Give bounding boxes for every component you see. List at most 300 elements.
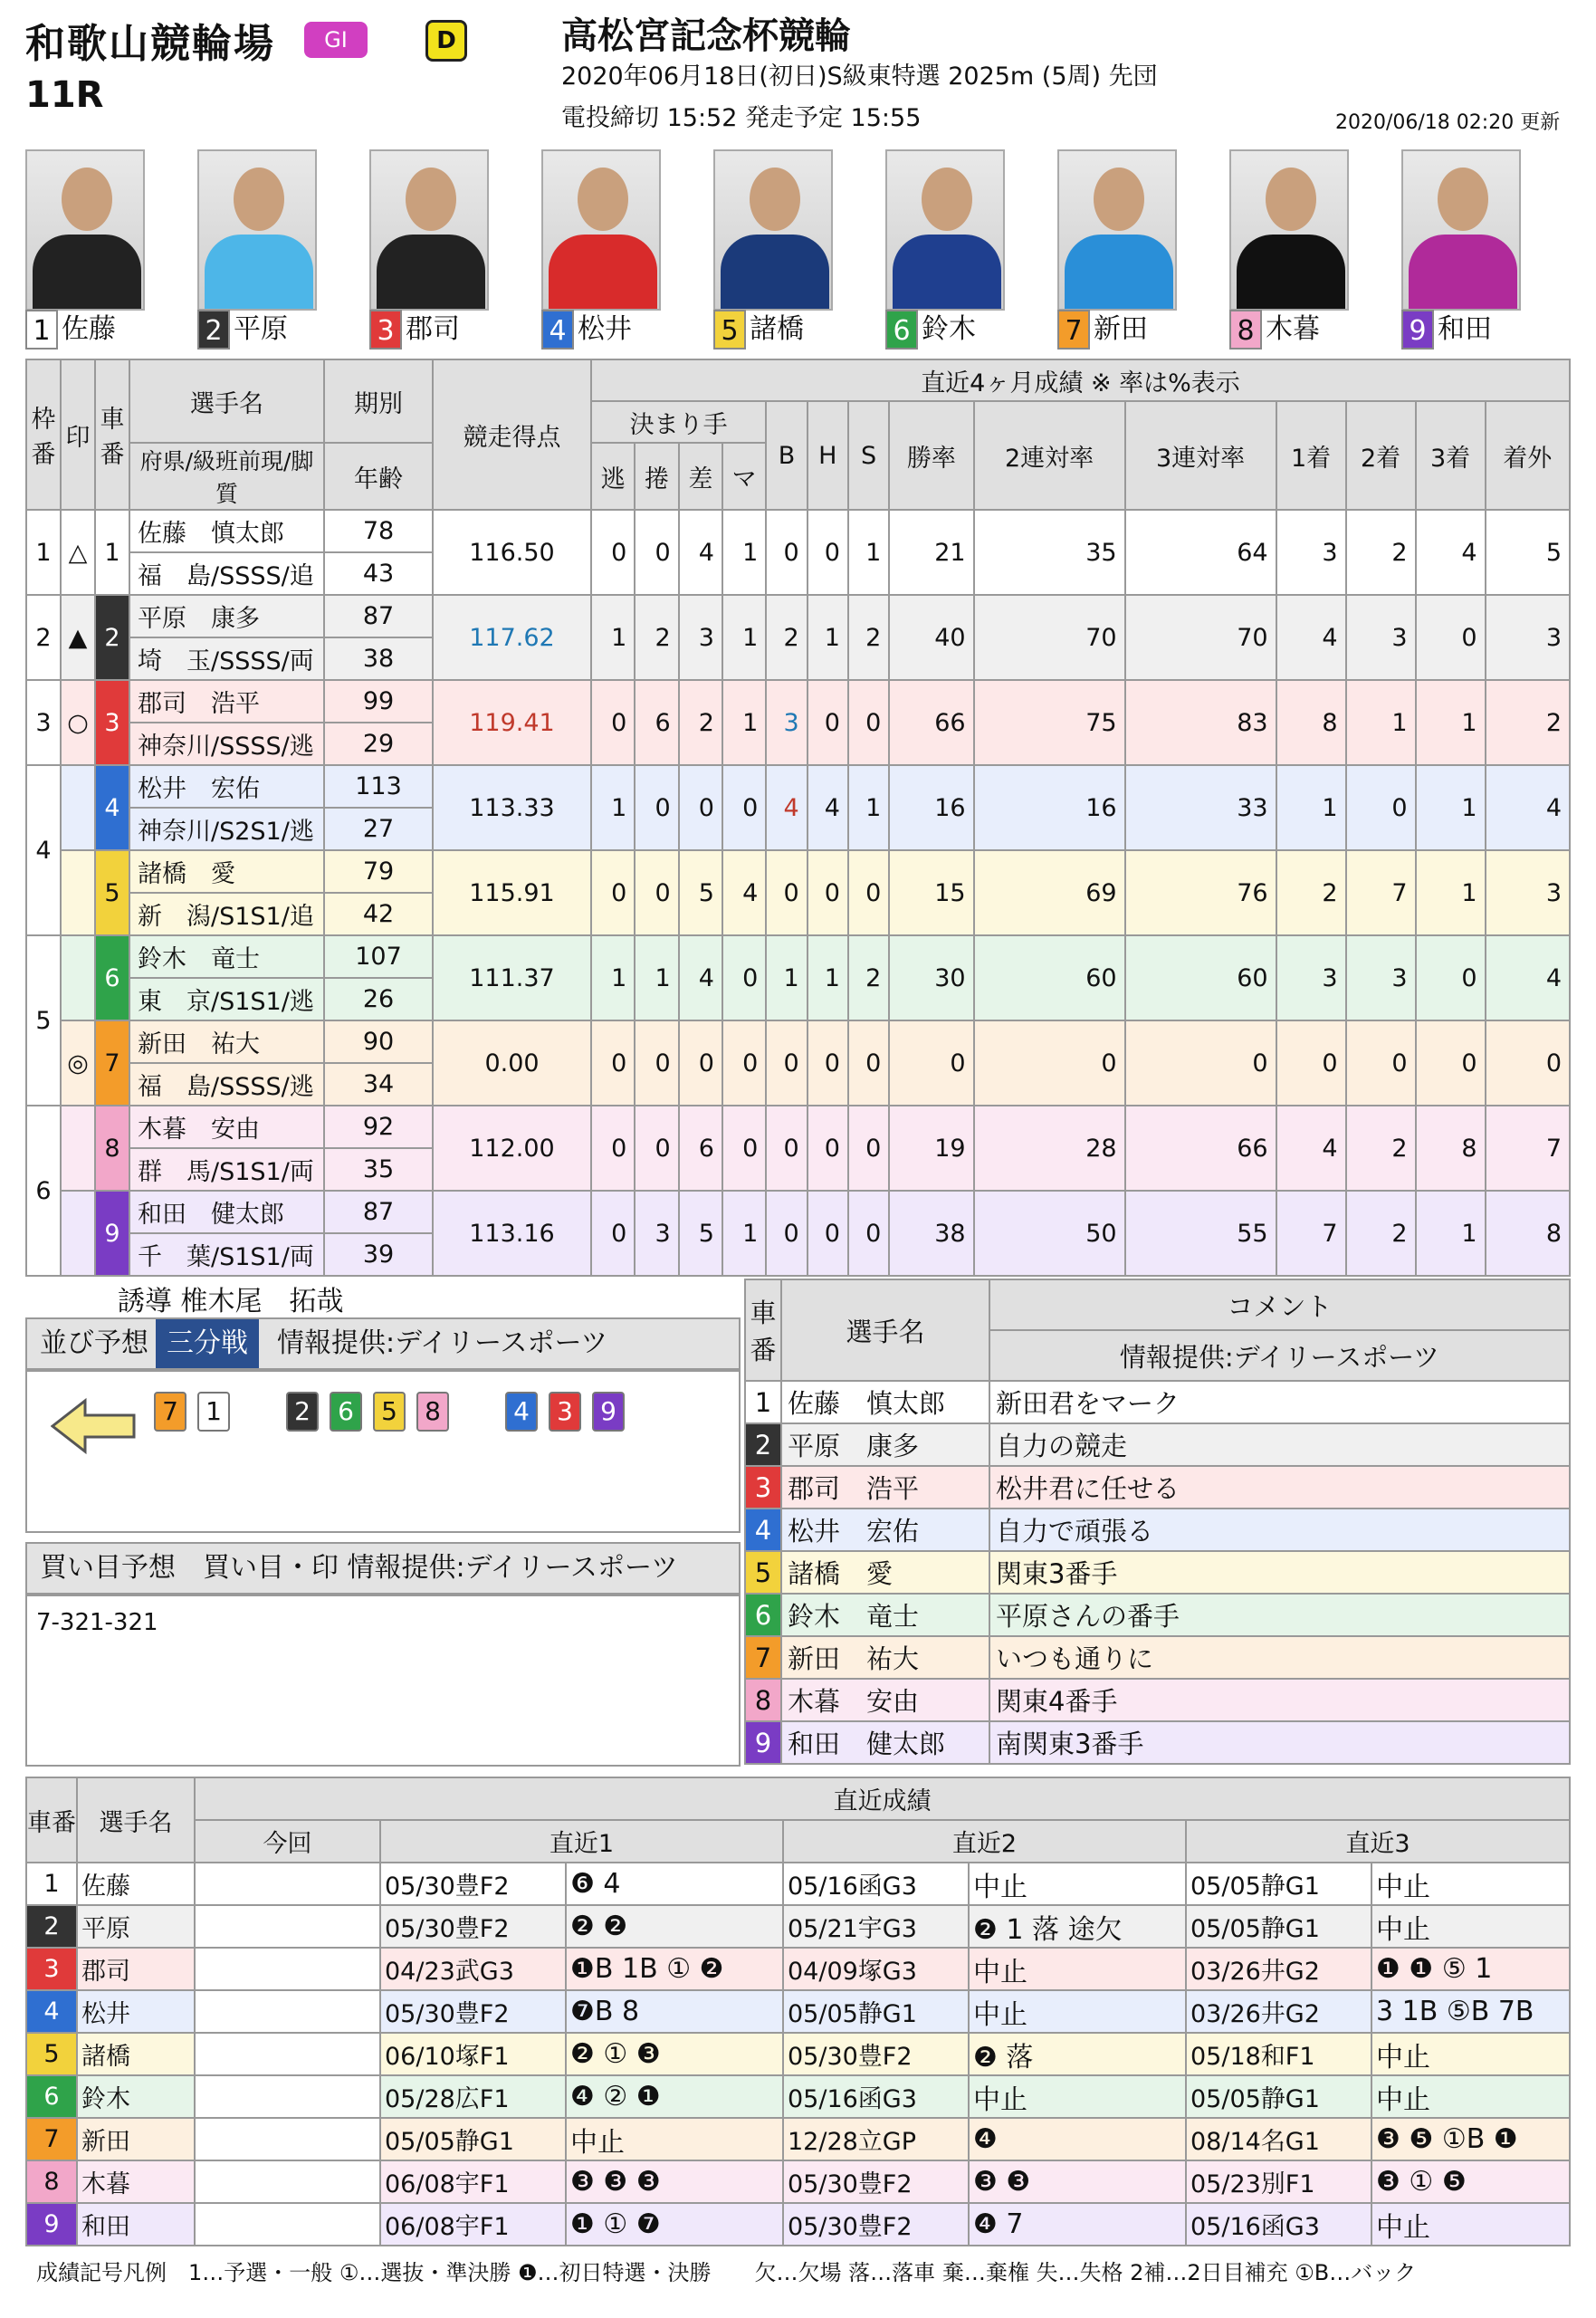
stat-cell: 0 [848, 1020, 889, 1106]
stat-cell: 3 [1346, 935, 1416, 1020]
comment-row [745, 1636, 1570, 1679]
rider-name: 平原 康多 [129, 595, 324, 637]
car-cell: 5 [95, 850, 129, 935]
rec-h-car: 車番 [26, 1777, 77, 1863]
rec-h-recent: 直近成績 [195, 1777, 1570, 1820]
narabi-source: 情報提供:デイリースポーツ [277, 1327, 608, 1359]
period-cell: 90 [324, 1020, 433, 1063]
stat-cell: 76 [1125, 850, 1276, 935]
stat-cell: 0 [766, 1191, 807, 1276]
record-now [195, 2075, 380, 2118]
lead-rider: 誘導 椎木尾 拓哉 [118, 1286, 344, 1317]
grade-badge: GⅠ [304, 22, 368, 58]
photo-name: 郡司 [406, 313, 460, 345]
record-car: 4 [26, 1990, 77, 2033]
period-cell: 92 [324, 1106, 433, 1148]
comment-row [745, 1551, 1570, 1594]
stat-cell: 0 [722, 1106, 766, 1191]
comment-name: 平原 康多 [781, 1423, 989, 1466]
record-now [195, 1863, 380, 1905]
stat-cell: 15 [889, 850, 973, 935]
record-r2-date: 05/30豊F2 [783, 2033, 969, 2075]
narabi-header [25, 1317, 741, 1370]
stat-cell: 1 [591, 765, 635, 850]
comment-text: 自力で頑張る [989, 1509, 1570, 1551]
th-period: 期別 [324, 359, 433, 443]
stat-cell: 2 [848, 935, 889, 1020]
rider-photo [1229, 149, 1349, 311]
record-car: 2 [26, 1905, 77, 1948]
narabi-label: 並び予想 [40, 1327, 148, 1359]
th-score: 競走得点 [433, 359, 591, 510]
narabi-type: 三分戦 [156, 1319, 259, 1368]
rider-photo [1057, 149, 1177, 311]
rider-name: 松井 宏佑 [129, 765, 324, 808]
stat-cell: 66 [889, 680, 973, 765]
record-r2: 中止 [969, 1948, 1186, 1990]
mark-cell: ○ [61, 680, 95, 765]
photo-label [1401, 310, 1492, 350]
th-p2: 2着 [1346, 401, 1416, 510]
rider-jersey [205, 235, 313, 311]
age-cell: 26 [324, 978, 433, 1020]
record-r2-date: 05/16函G3 [783, 1863, 969, 1905]
record-row [26, 1905, 1570, 1948]
stat-cell: 3 [1486, 850, 1570, 935]
narabi-chip: 2 [286, 1392, 319, 1432]
stat-cell: 50 [974, 1191, 1125, 1276]
record-r3-date: 05/18和F1 [1186, 2033, 1371, 2075]
stat-cell: 0 [1346, 1020, 1416, 1106]
stat-cell: 2 [1346, 510, 1416, 595]
mark-cell [61, 850, 95, 935]
stat-cell: 3 [679, 595, 722, 680]
mark-cell: ◎ [61, 1020, 95, 1106]
rider-name: 木暮 安由 [129, 1106, 324, 1148]
period-cell: 99 [324, 680, 433, 723]
rider-photo [541, 149, 661, 311]
record-car: 7 [26, 2118, 77, 2160]
stat-cell: 0 [635, 1106, 678, 1191]
stat-cell: 5 [1486, 510, 1570, 595]
age-cell: 38 [324, 637, 433, 680]
rider-row [26, 1020, 1570, 1063]
stat-cell: 0 [1346, 765, 1416, 850]
th-win: 勝率 [889, 401, 973, 510]
comment-row [745, 1466, 1570, 1509]
rec-h-r3: 直近3 [1186, 1820, 1570, 1863]
rider-jersey [377, 235, 485, 311]
stat-cell: 0 [1416, 595, 1486, 680]
stat-cell: 1 [722, 510, 766, 595]
record-r3: 中止 [1371, 2033, 1570, 2075]
comment-name: 鈴木 竜士 [781, 1594, 989, 1636]
record-r1: ❷ ❷ [566, 1905, 783, 1948]
photo-label [1229, 310, 1320, 350]
age-cell: 43 [324, 552, 433, 595]
rider-face [922, 168, 972, 231]
rider-name: 佐藤 慎太郎 [129, 510, 324, 552]
th-recent: 直近4ヶ月成績 ※ 率は%表示 [591, 359, 1570, 401]
stat-cell: 0 [766, 1020, 807, 1106]
rider-jersey [33, 235, 141, 311]
th-mark: 印 [61, 359, 95, 510]
stat-cell: 8 [1416, 1106, 1486, 1191]
stat-cell: 4 [1276, 1106, 1346, 1191]
rider-row [26, 510, 1570, 552]
th-p1: 1着 [1276, 401, 1346, 510]
comment-car: 8 [745, 1679, 781, 1721]
age-cell: 34 [324, 1063, 433, 1106]
stat-cell: 0 [679, 1020, 722, 1106]
photo-name: 木暮 [1266, 313, 1320, 345]
stat-cell: 1 [848, 765, 889, 850]
waku-cell: 3 [26, 680, 61, 765]
stat-cell: 1 [722, 595, 766, 680]
car-number-chip: 7 [1057, 310, 1090, 350]
comment-name: 木暮 安由 [781, 1679, 989, 1721]
waku-cell: 6 [26, 1106, 61, 1276]
period-cell: 113 [324, 765, 433, 808]
rec-h-r2: 直近2 [783, 1820, 1186, 1863]
comment-name: 諸橋 愛 [781, 1551, 989, 1594]
waku-cell: 5 [26, 935, 61, 1106]
rider-pref: 群 馬/S1S1/両 [129, 1148, 324, 1191]
stat-cell: 70 [1125, 595, 1276, 680]
narabi-chip: 6 [330, 1392, 362, 1432]
stat-cell: 0 [1276, 1020, 1346, 1106]
race-time: 電投締切 15:52 発走予定 15:55 [561, 104, 922, 132]
mark-cell [61, 1191, 95, 1276]
comment-name: 和田 健太郎 [781, 1721, 989, 1764]
car-cell: 6 [95, 935, 129, 1020]
stat-cell: 0 [808, 850, 848, 935]
stat-cell: 4 [1276, 595, 1346, 680]
score-cell: 0.00 [433, 1020, 591, 1106]
stat-cell: 1 [848, 510, 889, 595]
stat-cell: 55 [1125, 1191, 1276, 1276]
car-number-chip: 4 [541, 310, 574, 350]
stat-cell: 7 [1346, 850, 1416, 935]
period-cell: 87 [324, 595, 433, 637]
record-r1: ❸ ❸ ❸ [566, 2160, 783, 2203]
age-cell: 29 [324, 723, 433, 765]
stat-cell: 3 [1276, 510, 1346, 595]
narabi-chip: 7 [154, 1392, 186, 1432]
record-r2: ❷ 1 落 途欠 [969, 1905, 1186, 1948]
record-name: 松井 [77, 1990, 195, 2033]
stat-cell: 60 [1125, 935, 1276, 1020]
photo-label [885, 310, 976, 350]
kaime-header: 買い目予想 買い目・印 情報提供:デイリースポーツ [25, 1542, 741, 1595]
rider-photo [1401, 149, 1521, 311]
legend: 成績記号凡例 1…予選・一般 ①…選抜・準決勝 ❶…初日特選・決勝 欠…欠場 落…落車 棄…棄権 失…失格 2補…2日目補充 ①B…バック [36, 2260, 1417, 2285]
score-cell: 113.16 [433, 1191, 591, 1276]
record-r1-date: 05/30豊F2 [380, 1990, 566, 2033]
record-name: 和田 [77, 2203, 195, 2246]
th-waku: 枠番 [26, 359, 61, 510]
age-cell: 39 [324, 1233, 433, 1276]
stat-cell: 3 [1346, 595, 1416, 680]
stat-cell: 2 [1486, 680, 1570, 765]
record-name: 佐藤 [77, 1863, 195, 1905]
rider-jersey [1409, 235, 1517, 311]
age-cell: 27 [324, 808, 433, 850]
stat-cell: 0 [808, 1020, 848, 1106]
photo-label [713, 310, 804, 350]
record-r2: 中止 [969, 1990, 1186, 2033]
narabi-chip: 5 [373, 1392, 406, 1432]
stat-cell: 21 [889, 510, 973, 595]
record-row [26, 1863, 1570, 1905]
comment-text: 松井君に任せる [989, 1466, 1570, 1509]
comment-car: 7 [745, 1636, 781, 1679]
stat-cell: 0 [1416, 935, 1486, 1020]
age-cell: 42 [324, 893, 433, 935]
rider-name: 諸橋 愛 [129, 850, 324, 893]
th-p3: 3着 [1416, 401, 1486, 510]
record-r3: ❸ ① ❺ [1371, 2160, 1570, 2203]
record-car: 1 [26, 1863, 77, 1905]
car-cell: 9 [95, 1191, 129, 1276]
record-r3: 中止 [1371, 2075, 1570, 2118]
th-name: 選手名 [129, 359, 324, 443]
record-r2-date: 04/09塚G3 [783, 1948, 969, 1990]
stat-cell: 4 [1486, 765, 1570, 850]
th-kimarite: 決まり手 [591, 401, 766, 443]
th-car: 車番 [95, 359, 129, 510]
photo-label [1057, 310, 1148, 350]
stat-cell: 0 [635, 510, 678, 595]
stat-cell: 30 [889, 935, 973, 1020]
stat-cell: 0 [635, 1020, 678, 1106]
record-r2: ❹ 7 [969, 2203, 1186, 2246]
record-name: 木暮 [77, 2160, 195, 2203]
record-r3-date: 05/05静G1 [1186, 1905, 1371, 1948]
rider-table [25, 359, 1571, 1277]
narabi-chip: 8 [416, 1392, 449, 1432]
stat-cell: 0 [1416, 1020, 1486, 1106]
stat-cell: 0 [974, 1020, 1125, 1106]
kaime-box [25, 1595, 741, 1767]
rider-face [1438, 168, 1488, 231]
stat-cell: 0 [808, 510, 848, 595]
stat-cell: 83 [1125, 680, 1276, 765]
stat-cell: 0 [591, 1020, 635, 1106]
race-info: 2020年06月18日(初日)S級東特選 2025m (5周) 先団 [561, 62, 1158, 91]
stat-cell: 3 [1486, 595, 1570, 680]
rider-row [26, 850, 1570, 893]
rider-name: 新田 祐大 [129, 1020, 324, 1063]
th-age: 年齢 [324, 443, 433, 510]
th-r3: 3連対率 [1125, 401, 1276, 510]
rider-pref: 神奈川/SSSS/逃 [129, 723, 324, 765]
stat-cell: 3 [635, 1191, 678, 1276]
arrow-left-icon [51, 1397, 138, 1455]
period-cell: 78 [324, 510, 433, 552]
record-row [26, 2160, 1570, 2203]
cm-h-car: 車番 [745, 1279, 781, 1381]
stat-cell: 0 [591, 1106, 635, 1191]
comment-row [745, 1423, 1570, 1466]
stat-cell: 1 [1416, 765, 1486, 850]
stat-cell: 19 [889, 1106, 973, 1191]
record-r1-date: 05/30豊F2 [380, 1905, 566, 1948]
stat-cell: 0 [808, 1106, 848, 1191]
waku-cell: 2 [26, 595, 61, 680]
record-name: 諸橋 [77, 2033, 195, 2075]
comment-car: 5 [745, 1551, 781, 1594]
stat-cell: 16 [889, 765, 973, 850]
record-r3: 中止 [1371, 1905, 1570, 1948]
waku-cell: 4 [26, 765, 61, 935]
rider-face [750, 168, 800, 231]
rider-face [1094, 168, 1144, 231]
stat-cell: 4 [722, 850, 766, 935]
record-row [26, 1948, 1570, 1990]
record-r3-date: 05/05静G1 [1186, 2075, 1371, 2118]
rider-pref: 千 葉/S1S1/両 [129, 1233, 324, 1276]
stat-cell: 0 [889, 1020, 973, 1106]
narabi-chip: 4 [505, 1392, 538, 1432]
stat-cell: 1 [1276, 765, 1346, 850]
narabi-chip: 9 [592, 1392, 625, 1432]
mark-cell: ▲ [61, 595, 95, 680]
record-r2-date: 12/28立GP [783, 2118, 969, 2160]
stat-cell: 2 [1346, 1106, 1416, 1191]
record-r3-date: 05/16函G3 [1186, 2203, 1371, 2246]
photo-name: 佐藤 [62, 313, 116, 345]
stat-cell: 38 [889, 1191, 973, 1276]
car-cell: 7 [95, 1020, 129, 1106]
stat-cell: 8 [1276, 680, 1346, 765]
stat-cell: 28 [974, 1106, 1125, 1191]
record-car: 5 [26, 2033, 77, 2075]
score-cell: 116.50 [433, 510, 591, 595]
stat-cell: 0 [679, 765, 722, 850]
comment-car: 9 [745, 1721, 781, 1764]
rider-name: 鈴木 竜士 [129, 935, 324, 978]
rider-row [26, 1106, 1570, 1148]
photo-name: 諸橋 [750, 313, 804, 345]
cm-h-comment: コメント [989, 1279, 1570, 1330]
rider-row [26, 1191, 1570, 1233]
record-r1: 中止 [566, 2118, 783, 2160]
rider-pref: 神奈川/S2S1/逃 [129, 808, 324, 850]
race-number: 11R [25, 74, 104, 116]
photo-label [197, 310, 288, 350]
record-table [25, 1777, 1571, 2246]
stat-cell: 60 [974, 935, 1125, 1020]
record-r2-date: 05/16函G3 [783, 2075, 969, 2118]
narabi-box [25, 1370, 741, 1533]
record-r1: ❷ ① ❸ [566, 2033, 783, 2075]
comment-car: 6 [745, 1594, 781, 1636]
stat-cell: 2 [766, 595, 807, 680]
stat-cell: 0 [848, 1191, 889, 1276]
rider-face [62, 168, 112, 231]
stat-cell: 3 [766, 680, 807, 765]
stat-cell: 0 [1125, 1020, 1276, 1106]
stat-cell: 0 [591, 1191, 635, 1276]
stat-cell: 0 [591, 680, 635, 765]
stat-cell: 66 [1125, 1106, 1276, 1191]
stat-cell: 8 [1486, 1191, 1570, 1276]
stat-cell: 1 [766, 935, 807, 1020]
record-r2-date: 05/30豊F2 [783, 2160, 969, 2203]
record-r3: ❸ ❺ ①B ❶ [1371, 2118, 1570, 2160]
comment-text: 平原さんの番手 [989, 1594, 1570, 1636]
comment-car: 4 [745, 1509, 781, 1551]
comment-text: 関東3番手 [989, 1551, 1570, 1594]
mark-cell [61, 765, 95, 850]
comment-car: 2 [745, 1423, 781, 1466]
rider-face [578, 168, 628, 231]
rec-h-r1: 直近1 [380, 1820, 783, 1863]
stat-cell: 35 [974, 510, 1125, 595]
car-number-chip: 8 [1229, 310, 1262, 350]
comment-table [744, 1279, 1571, 1765]
mark-cell: △ [61, 510, 95, 595]
stat-cell: 1 [722, 1191, 766, 1276]
narabi-chip: 1 [197, 1392, 230, 1432]
record-r2-date: 05/05静G1 [783, 1990, 969, 2033]
th-ma: マ [722, 443, 766, 510]
th-h: H [808, 401, 848, 510]
stat-cell: 3 [1276, 935, 1346, 1020]
comment-row [745, 1721, 1570, 1764]
age-cell: 35 [324, 1148, 433, 1191]
stat-cell: 1 [1346, 680, 1416, 765]
record-r1-date: 06/08宇F1 [380, 2203, 566, 2246]
car-cell: 4 [95, 765, 129, 850]
comment-text: 新田君をマーク [989, 1381, 1570, 1423]
rider-row [26, 680, 1570, 723]
record-r1: ❶B 1B ① ❷ [566, 1948, 783, 1990]
stat-cell: 0 [808, 1191, 848, 1276]
stat-cell: 4 [679, 510, 722, 595]
stat-cell: 2 [1276, 850, 1346, 935]
record-r2: ❷ 落 [969, 2033, 1186, 2075]
period-cell: 107 [324, 935, 433, 978]
stat-cell: 1 [722, 680, 766, 765]
stat-cell: 2 [635, 595, 678, 680]
stat-cell: 1 [808, 935, 848, 1020]
stat-cell: 4 [1486, 935, 1570, 1020]
stat-cell: 1 [635, 935, 678, 1020]
rider-pref: 新 潟/S1S1/追 [129, 893, 324, 935]
record-name: 新田 [77, 2118, 195, 2160]
stat-cell: 1 [591, 935, 635, 1020]
comment-name: 郡司 浩平 [781, 1466, 989, 1509]
stat-cell: 7 [1276, 1191, 1346, 1276]
stat-cell: 1 [1416, 850, 1486, 935]
car-cell: 1 [95, 510, 129, 595]
car-cell: 2 [95, 595, 129, 680]
score-cell: 113.33 [433, 765, 591, 850]
rider-photo [369, 149, 489, 311]
kaime-value: 7-321-321 [36, 1609, 158, 1636]
rider-row [26, 595, 1570, 637]
race-name: 高松宮記念杯競輪 [561, 15, 851, 57]
rider-face [1266, 168, 1316, 231]
record-r2: ❸ ❸ [969, 2160, 1186, 2203]
rider-pref: 東 京/S1S1/逃 [129, 978, 324, 1020]
record-row [26, 1990, 1570, 2033]
record-r2: 中止 [969, 2075, 1186, 2118]
venue-name: 和歌山競輪場 [25, 21, 275, 67]
stat-cell: 6 [635, 680, 678, 765]
